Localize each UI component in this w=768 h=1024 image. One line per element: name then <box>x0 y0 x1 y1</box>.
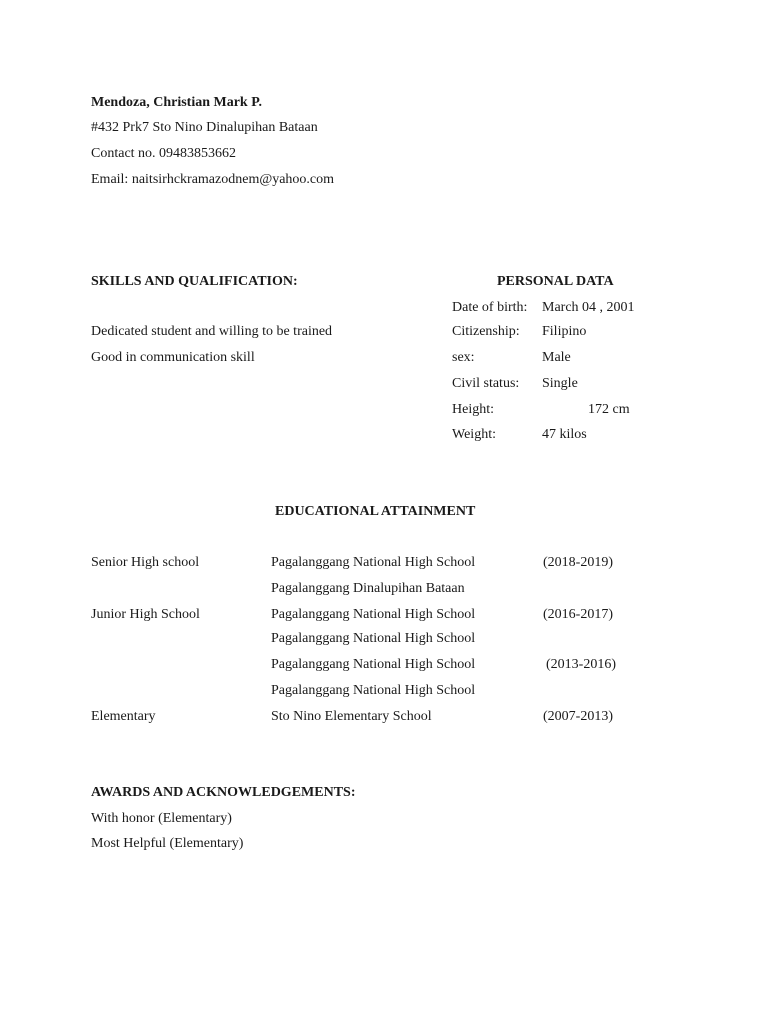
personal-value: Male <box>542 350 571 365</box>
award-item: Most Helpful (Elementary) <box>91 836 244 851</box>
personal-label: Civil status: <box>452 376 520 391</box>
personal-label: Weight: <box>452 427 496 442</box>
personal-data-heading: PERSONAL DATA <box>497 274 614 289</box>
school-name: Pagalanggang National High School <box>271 555 476 570</box>
school-years: (2018-2019) <box>543 555 613 570</box>
school-name: Pagalanggang National High School <box>271 607 476 622</box>
education-level: Elementary <box>91 709 156 724</box>
skill-item: Dedicated student and willing to be trained <box>91 324 333 339</box>
school-name: Pagalanggang National High School <box>271 657 476 672</box>
personal-value: 47 kilos <box>542 427 587 442</box>
school-years: (2016-2017) <box>543 607 613 622</box>
school-years: (2007-2013) <box>543 709 613 724</box>
personal-label: sex: <box>452 350 475 365</box>
school-name: Pagalanggang National High School <box>271 683 476 698</box>
award-item: With honor (Elementary) <box>91 811 232 826</box>
personal-value: 172 cm <box>588 402 630 417</box>
applicant-name: Mendoza, Christian Mark P. <box>91 95 262 110</box>
education-level: Junior High School <box>91 607 200 622</box>
personal-value: Filipino <box>542 324 587 339</box>
personal-label: Height: <box>452 402 494 417</box>
school-name: Pagalanggang National High School <box>271 631 476 646</box>
personal-value: Single <box>542 376 578 391</box>
school-years: (2013-2016) <box>546 657 616 672</box>
personal-value: March 04 , 2001 <box>542 300 635 315</box>
school-name: Pagalanggang Dinalupihan Bataan <box>271 581 465 596</box>
personal-label: Date of birth: <box>452 300 528 315</box>
skills-heading: SKILLS AND QUALIFICATION: <box>91 274 298 289</box>
skill-item: Good in communication skill <box>91 350 255 365</box>
contact-number: Contact no. 09483853662 <box>91 146 237 161</box>
education-heading: EDUCATIONAL ATTAINMENT <box>275 504 476 519</box>
school-name: Sto Nino Elementary School <box>271 709 432 724</box>
address: #432 Prk7 Sto Nino Dinalupihan Bataan <box>91 120 318 135</box>
personal-label: Citizenship: <box>452 324 520 339</box>
education-level: Senior High school <box>91 555 200 570</box>
awards-heading: AWARDS AND ACKNOWLEDGEMENTS: <box>91 785 356 800</box>
email-address: Email: naitsirhckramazodnem@yahoo.com <box>91 172 335 187</box>
